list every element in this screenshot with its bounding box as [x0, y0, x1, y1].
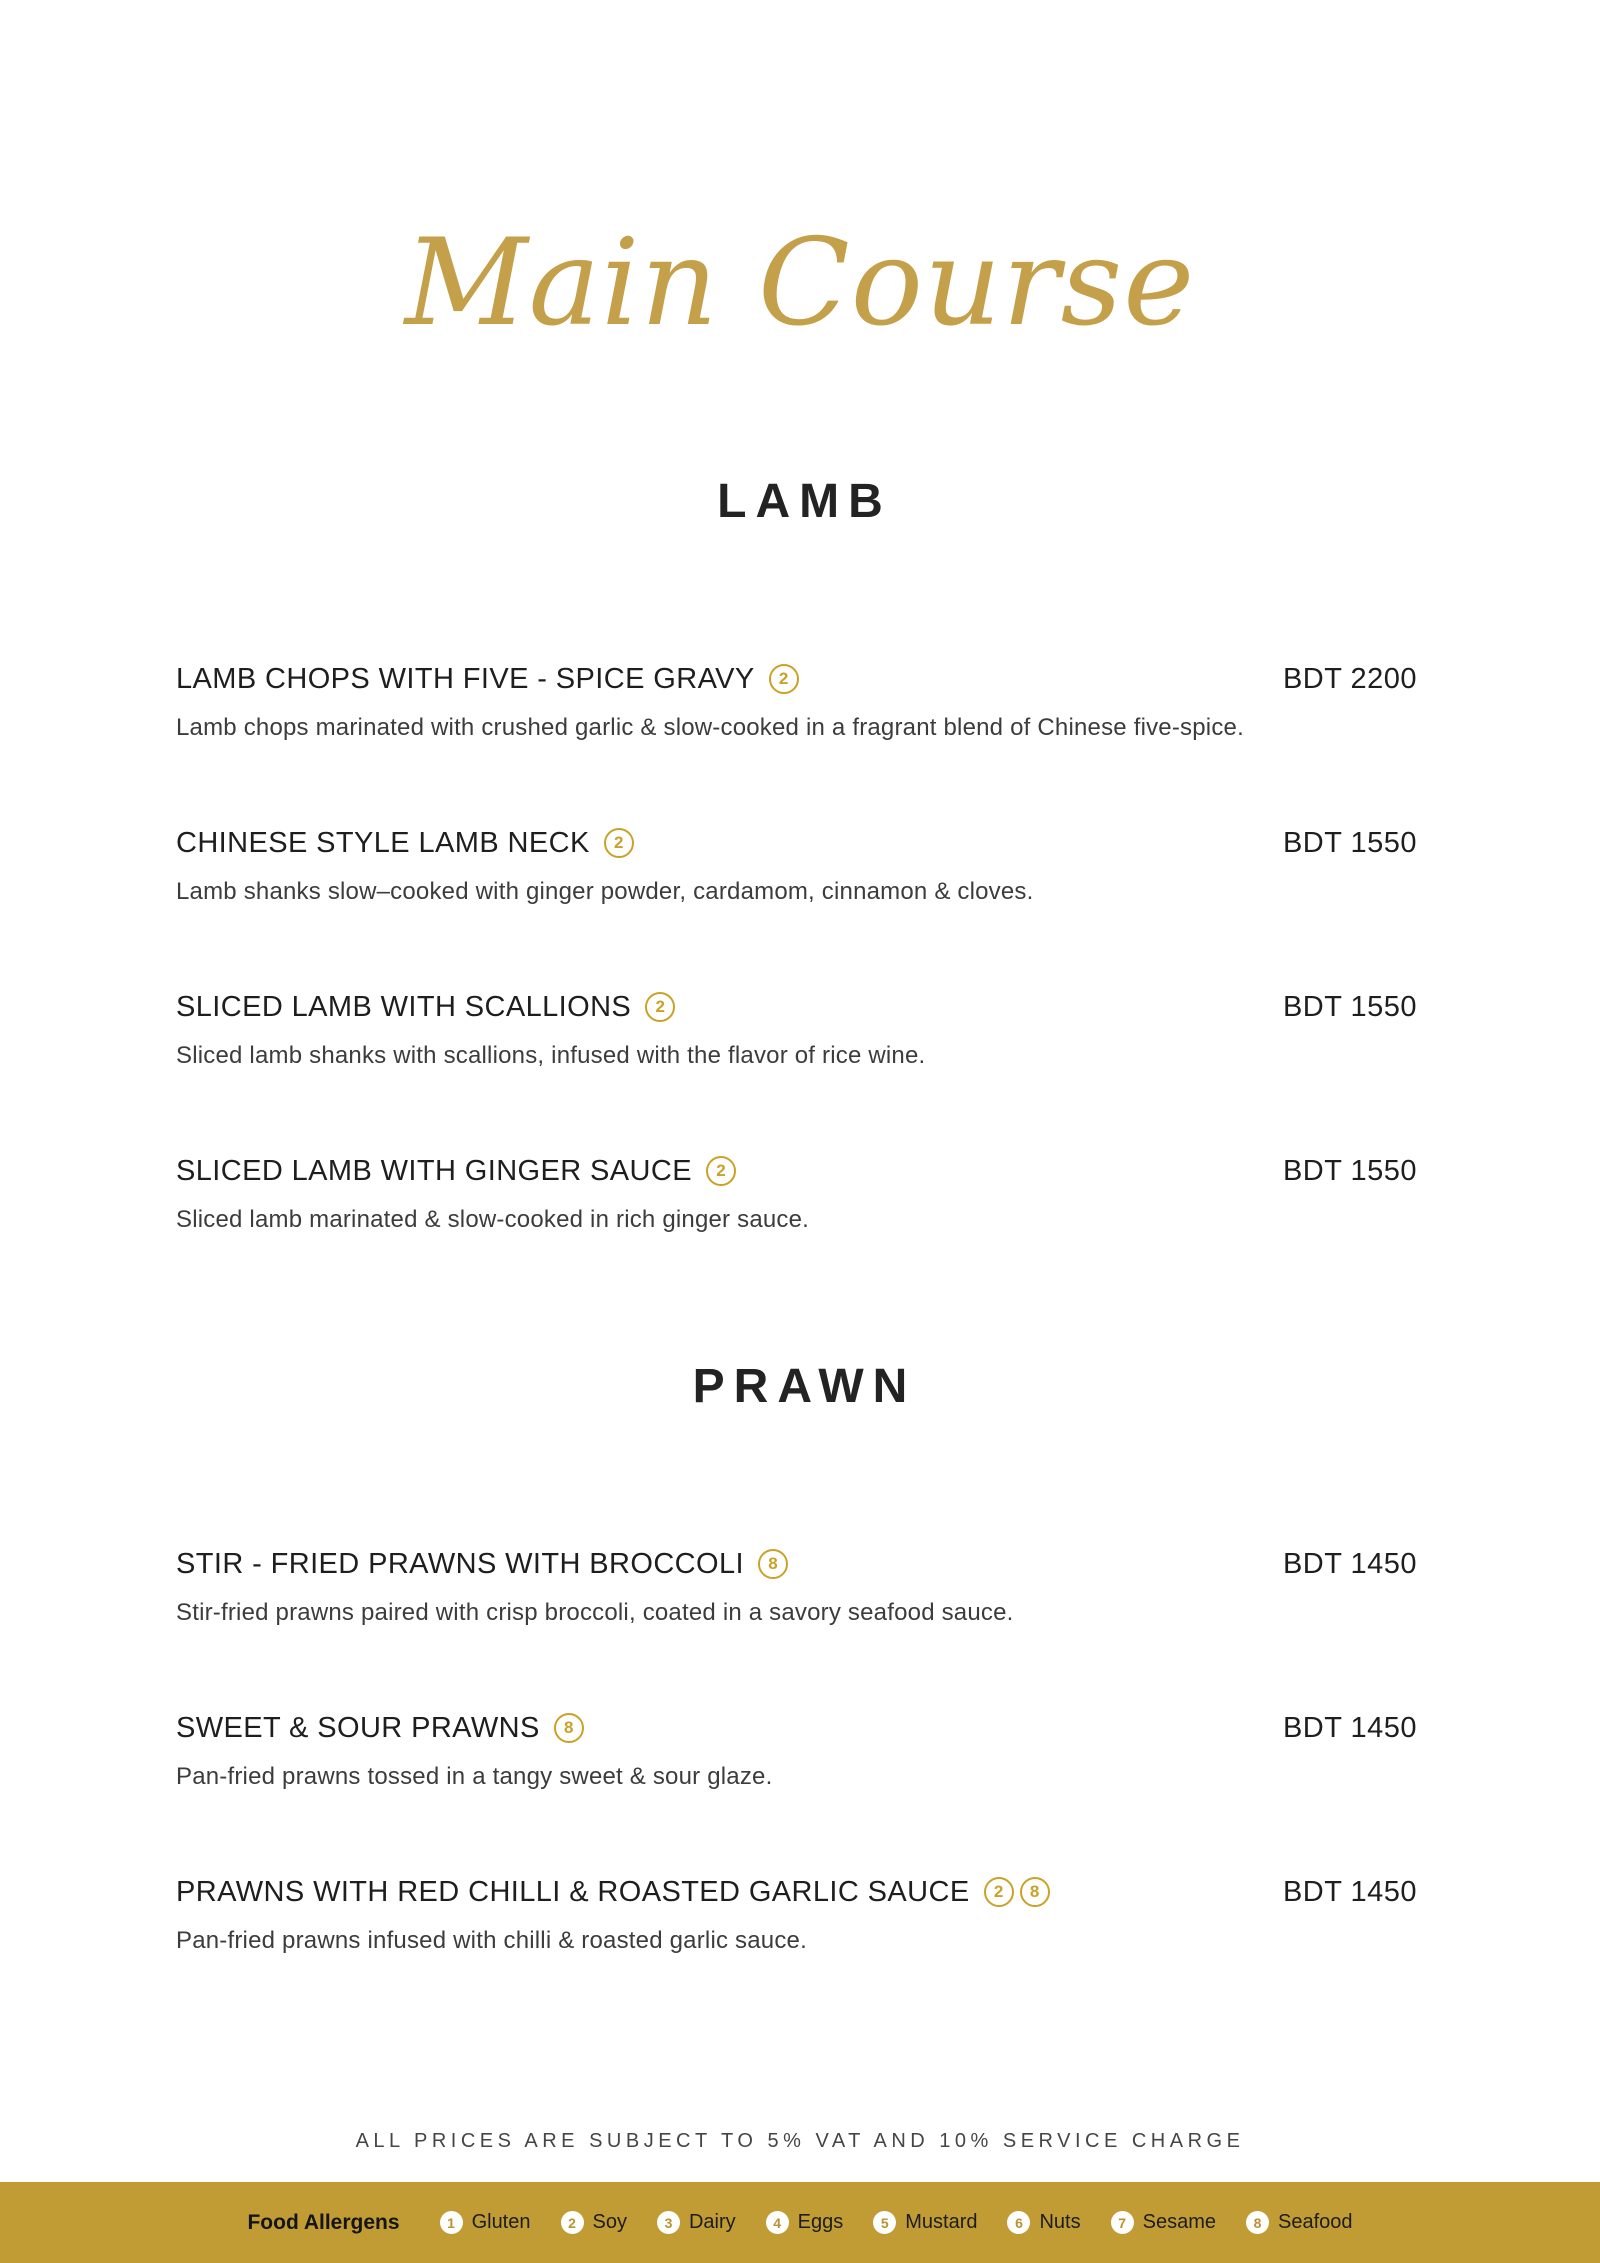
menu-item-sweet-sour-prawns	[176, 1710, 1417, 1792]
section-items-lamb	[0, 661, 1600, 1235]
item-title-wrap	[176, 1710, 584, 1746]
item-price: BDT 1450	[1282, 1712, 1417, 1744]
item-name: PRAWNS WITH RED CHILLI & ROASTED GARLIC SAUCE	[176, 1876, 970, 1908]
allergen-name: Sesame	[1142, 2211, 1216, 2233]
allergen-number-icon: 7	[1111, 2211, 1134, 2234]
allergen-badges	[984, 1877, 1050, 1907]
item-row	[176, 825, 1417, 861]
item-row	[176, 1546, 1417, 1582]
allergen-legend-bar	[0, 2182, 1600, 2263]
allergen-number-icon: 1	[440, 2211, 463, 2234]
allergen-badge: 2	[604, 828, 634, 858]
section-items-prawn	[0, 1546, 1600, 1956]
item-price: BDT 1550	[1282, 991, 1417, 1023]
legend-item-mustard	[873, 2211, 977, 2234]
allergen-badges	[645, 992, 675, 1022]
item-name: SLICED LAMB WITH SCALLIONS	[176, 991, 632, 1023]
item-row	[176, 1153, 1417, 1189]
legend-item-gluten	[440, 2211, 531, 2234]
item-price: BDT 1450	[1282, 1876, 1417, 1908]
section-heading-lamb: LAMB	[717, 475, 892, 528]
item-row	[176, 1710, 1417, 1746]
item-name: CHINESE STYLE LAMB NECK	[176, 827, 590, 859]
menu-item-chinese-style-lamb-neck	[176, 825, 1417, 907]
allergen-badge: 8	[554, 1713, 584, 1743]
item-row	[176, 989, 1417, 1025]
item-name: SLICED LAMB WITH GINGER SAUCE	[176, 1155, 692, 1187]
item-row	[176, 1874, 1417, 1910]
item-description: Pan-fried prawns tossed in a tangy sweet & sour glaze.	[176, 1763, 773, 1790]
allergen-badge: 2	[706, 1156, 736, 1186]
item-name: LAMB CHOPS WITH FIVE - SPICE GRAVY	[176, 663, 755, 695]
allergen-legend	[247, 2211, 1352, 2235]
menu-item-sliced-lamb-ginger-sauce	[176, 1153, 1417, 1235]
section-lamb	[0, 475, 1600, 1235]
allergen-name: Dairy	[688, 2211, 736, 2233]
legend-item-dairy	[657, 2211, 736, 2234]
allergen-name: Seafood	[1277, 2211, 1353, 2233]
item-title-wrap	[176, 1153, 736, 1189]
allergen-name: Eggs	[797, 2211, 844, 2233]
item-name: SWEET & SOUR PRAWNS	[176, 1712, 540, 1744]
allergen-number-icon: 8	[1246, 2211, 1269, 2234]
allergen-badges	[769, 664, 799, 694]
item-price: BDT 1550	[1282, 827, 1417, 859]
allergen-name: Nuts	[1039, 2211, 1081, 2233]
allergen-badges	[604, 828, 634, 858]
item-title-wrap	[176, 825, 634, 861]
legend-item-seafood	[1246, 2211, 1353, 2234]
item-price: BDT 1450	[1282, 1548, 1417, 1580]
menu-item-stir-fried-prawns-broccoli	[176, 1546, 1417, 1628]
legend-item-nuts	[1007, 2211, 1080, 2234]
allergen-number-icon: 2	[561, 2211, 584, 2234]
allergen-badges	[554, 1713, 584, 1743]
item-price: BDT 2200	[1282, 663, 1417, 695]
item-description: Sliced lamb shanks with scallions, infused with the flavor of rice wine.	[176, 1042, 926, 1069]
item-title-wrap	[176, 989, 675, 1025]
page-title: Main Course	[404, 214, 1196, 353]
vat-service-note: ALL PRICES ARE SUBJECT TO 5% VAT AND 10% SERVICE CHARGE	[355, 2130, 1245, 2152]
section-heading-prawn: PRAWN	[692, 1360, 917, 1413]
allergen-name: Gluten	[471, 2211, 531, 2233]
legend-item-sesame	[1111, 2211, 1216, 2234]
section-prawn	[0, 1360, 1600, 1956]
legend-item-soy	[561, 2211, 627, 2234]
item-description: Lamb shanks slow–cooked with ginger powder, cardamom, cinnamon & cloves.	[176, 878, 1034, 905]
item-description: Sliced lamb marinated & slow-cooked in rich ginger sauce.	[176, 1206, 810, 1233]
legend-title: Food Allergens	[247, 2210, 400, 2234]
legend-item-eggs	[766, 2211, 844, 2234]
item-row	[176, 661, 1417, 697]
menu-item-sliced-lamb-scallions	[176, 989, 1417, 1071]
menu-item-lamb-chops-five-spice	[176, 661, 1417, 743]
allergen-badge: 8	[758, 1549, 788, 1579]
allergen-number-icon: 6	[1007, 2211, 1030, 2234]
item-price: BDT 1550	[1282, 1155, 1417, 1187]
item-description: Pan-fried prawns infused with chilli & roasted garlic sauce.	[176, 1927, 807, 1954]
item-title-wrap	[176, 661, 799, 697]
allergen-badge: 2	[645, 992, 675, 1022]
item-description: Lamb chops marinated with crushed garlic & slow-cooked in a fragrant blend of Chinese five-spice.	[176, 714, 1244, 741]
allergen-number-icon: 4	[766, 2211, 789, 2234]
allergen-badges	[706, 1156, 736, 1186]
allergen-name: Mustard	[905, 2211, 978, 2233]
item-title-wrap	[176, 1546, 788, 1582]
allergen-badge: 8	[1020, 1877, 1050, 1907]
menu-item-prawns-red-chilli-garlic	[176, 1874, 1417, 1956]
allergen-badge: 2	[769, 664, 799, 694]
allergen-number-icon: 5	[873, 2211, 896, 2234]
item-description: Stir-fried prawns paired with crisp broccoli, coated in a savory seafood sauce.	[176, 1599, 1014, 1626]
allergen-name: Soy	[592, 2211, 627, 2233]
item-title-wrap	[176, 1874, 1050, 1910]
allergen-badges	[758, 1549, 788, 1579]
item-name: STIR - FRIED PRAWNS WITH BROCCOLI	[176, 1548, 744, 1580]
allergen-number-icon: 3	[657, 2211, 680, 2234]
allergen-badge: 2	[984, 1877, 1014, 1907]
